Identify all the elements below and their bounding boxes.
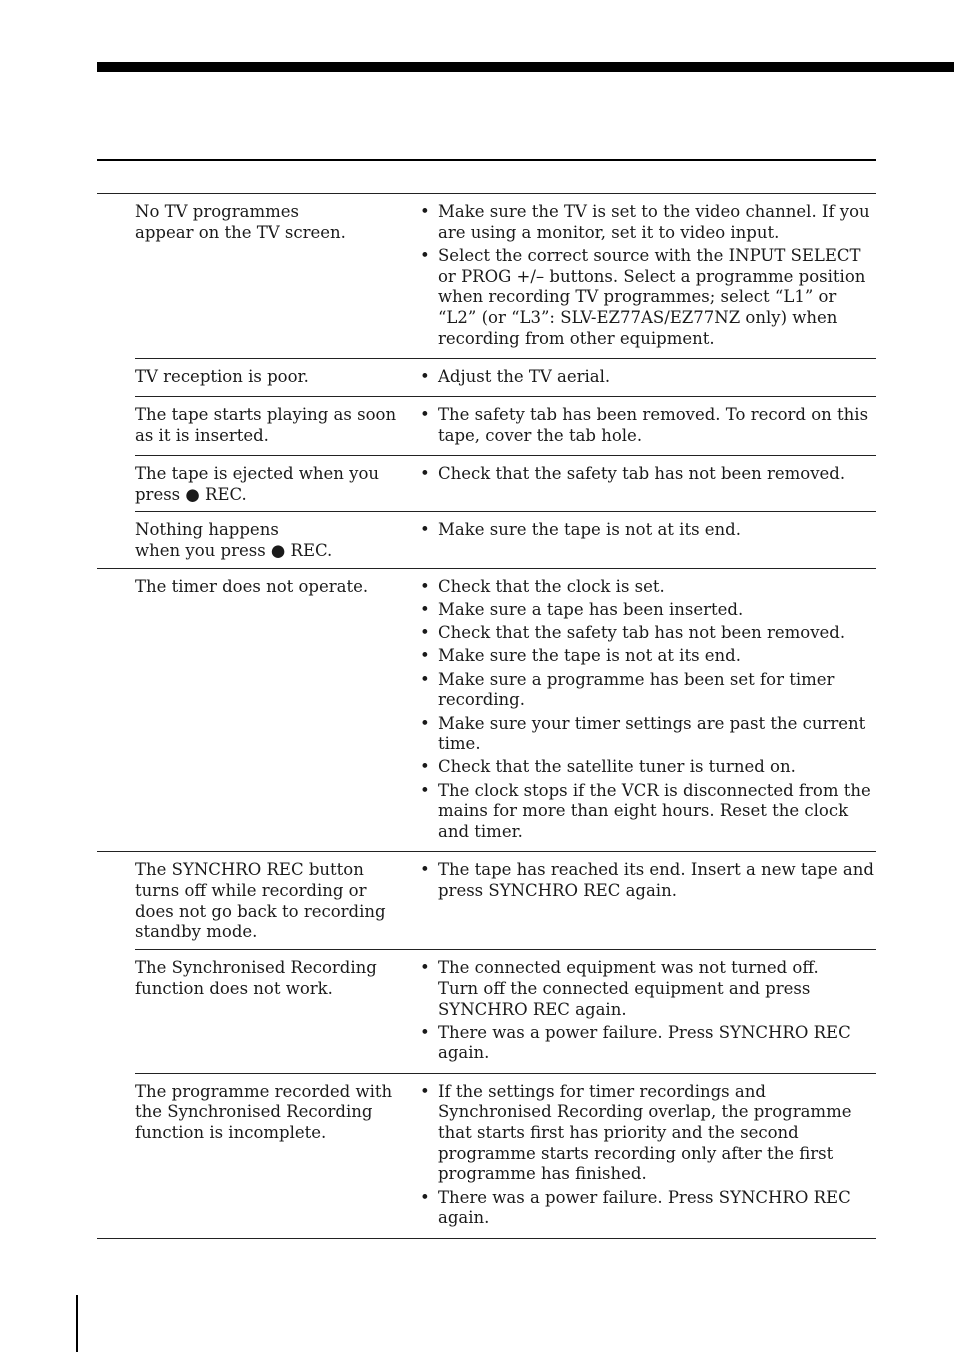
remedy-item: • Adjust the TV aerial. <box>408 367 876 388</box>
remedy-item: • The connected equipment was not turned off. Turn off the connected equipment and press SYNCHRO REC again. <box>408 958 876 1020</box>
symptom: The tape starts playing as soon as it is inserted. <box>135 405 397 445</box>
remedy-item: • Check that the safety tab has not been removed. <box>408 464 876 485</box>
remedy-item: • Make sure a programme has been set for timer recording. <box>408 670 876 711</box>
remedy-item: • The tape has reached its end. Insert a new tape and press SYNCHRO REC again. <box>408 860 876 901</box>
remedies <box>408 852 880 949</box>
symptom: The Synchronised Recording function does not work. <box>135 958 377 998</box>
table-row <box>135 397 876 456</box>
symptom: Nothing happens when you press ● REC. <box>135 520 333 561</box>
remedy-item: • Select the correct source with the INPUT SELECT or PROG +/– buttons. Select a programme position when recording TV programmes; select “L1” or “L2” (or “L3”: SLV-EZ77AS/EZ77NZ only) when recording from other equipment. <box>408 246 876 350</box>
remedy-item: • There was a power failure. Press SYNCHRO REC again. <box>408 1023 876 1064</box>
remedy-item: • Check that the satellite tuner is turned on. <box>408 757 876 778</box>
table-row <box>97 512 876 568</box>
symptom: No TV programmes appear on the TV screen. <box>135 202 346 242</box>
symptom: The programme recorded with the Synchronised Recording function is incomplete. <box>135 1081 393 1143</box>
remedy-item: • If the settings for timer recordings and Synchronised Recording overlap, the programme that starts first has priority and the second programme starts recording only after the first programme has finished. <box>408 1082 876 1186</box>
remedy-item: • Make sure the TV is set to the video channel. If you are using a monitor, set it to video input. <box>408 202 876 243</box>
remedies <box>408 359 880 396</box>
table-row <box>97 1074 876 1239</box>
table-row <box>135 456 876 512</box>
symptom: The tape is ejected when you press ● REC. <box>135 464 380 504</box>
remedies <box>408 1074 880 1238</box>
remedy-item: • The safety tab has been removed. To record on this tape, cover the tab hole. <box>408 405 876 446</box>
remedies <box>408 194 880 358</box>
symptom: The SYNCHRO REC button turns off while recording or does not go back to recording standby mode. <box>135 860 386 942</box>
table-row <box>97 569 876 852</box>
remedies <box>408 397 880 455</box>
remedy-item: • There was a power failure. Press SYNCHRO REC again. <box>408 1188 876 1229</box>
remedy-item: • Make sure your timer settings are past the current time. <box>408 714 876 755</box>
page-edge-line <box>76 1295 78 1352</box>
top-bar <box>97 62 954 72</box>
header-rule <box>97 159 876 161</box>
table-row <box>135 194 876 359</box>
table-row <box>135 359 876 397</box>
remedy-item: • Make sure the tape is not at its end. <box>408 520 876 541</box>
remedies <box>408 512 880 567</box>
symptom: The timer does not operate. <box>135 576 369 596</box>
table-row <box>135 852 876 950</box>
remedy-item: • Check that the safety tab has not been removed. <box>408 623 876 644</box>
remedy-item: • The clock stops if the VCR is disconnected from the mains for more than eight hours. Reset the clock and timer. <box>408 781 876 843</box>
troubleshooting-table <box>97 193 876 1239</box>
remedy-item: • Make sure the tape is not at its end. <box>408 646 876 667</box>
remedy-item: • Check that the clock is set. <box>408 577 876 598</box>
remedies <box>408 950 880 1073</box>
symptom: TV reception is poor. <box>135 366 309 386</box>
remedies <box>408 569 880 851</box>
remedy-item: • Make sure a tape has been inserted. <box>408 600 876 621</box>
remedies <box>408 456 880 511</box>
table-row <box>135 950 876 1074</box>
